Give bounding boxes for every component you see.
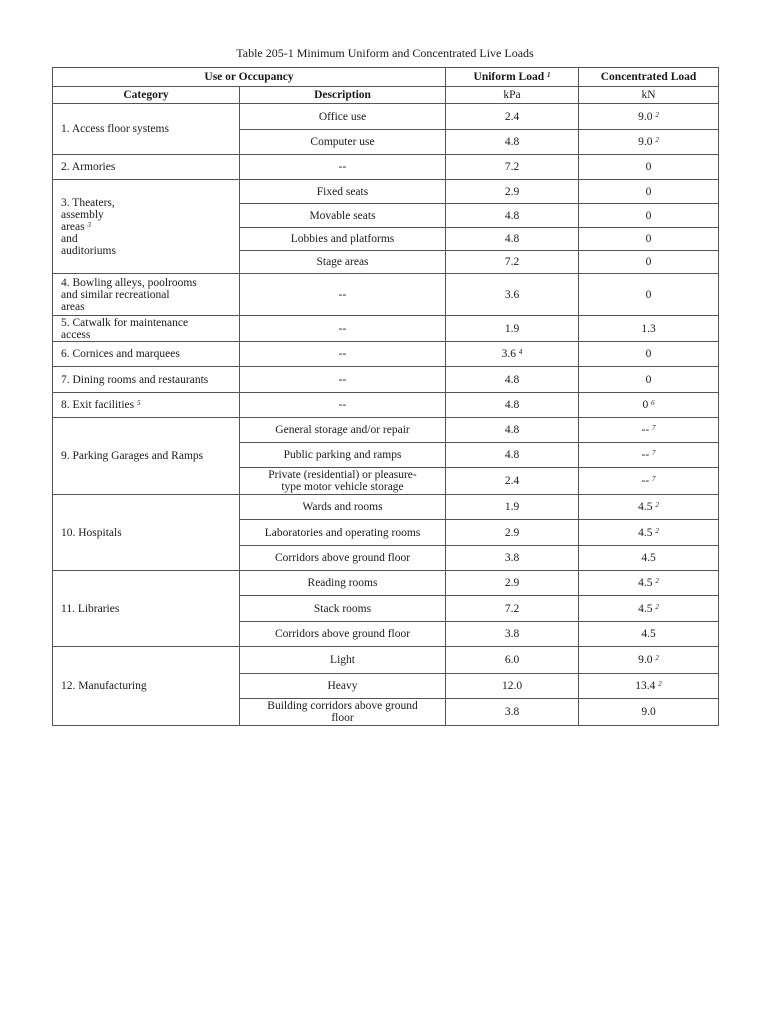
uniform-load-value: 4.8: [504, 449, 520, 461]
concentrated-load-cell: [579, 647, 719, 674]
uniform-load-value: 2.4: [504, 110, 520, 123]
description-cell: [240, 622, 446, 647]
footnote-ref: 2: [655, 526, 659, 535]
uniform-load-cell: [446, 274, 579, 316]
cell-text-line: Public parking and ramps: [283, 449, 402, 461]
description-cell: [240, 155, 446, 180]
uniform-load-value: 7.2: [504, 602, 520, 615]
uniform-load-value: 6.0: [504, 654, 520, 666]
cell-text-line: Private (residential) or pleasure-: [268, 469, 417, 481]
uniform-load-cell: [446, 622, 579, 647]
live-loads-table: [52, 67, 719, 726]
description-cell: [240, 316, 446, 342]
cell-text-line: type motor vehicle storage: [281, 481, 404, 493]
uniform-load-value: 2.9: [504, 185, 520, 198]
concentrated-load-cell: [579, 274, 719, 316]
uniform-load-cell: [446, 699, 579, 726]
concentrated-load-value: 9.0: [638, 110, 653, 123]
description-cell: [240, 393, 446, 418]
concentrated-load-value: 4.5: [638, 501, 653, 513]
uniform-load-cell: [446, 418, 579, 443]
uniform-load-cell: [446, 104, 579, 130]
cell-text-line: Corridors above ground floor: [274, 628, 411, 640]
uniform-load-value: 12.0: [501, 680, 523, 692]
cell-text-line: 7. Dining rooms and restaurants: [61, 373, 209, 386]
uniform-load-cell: [446, 180, 579, 204]
uniform-load-value: 3.8: [504, 706, 520, 718]
description-cell: [240, 495, 446, 520]
description-cell: [240, 596, 446, 622]
cell-text-line: assembly: [61, 208, 104, 221]
concentrated-load-value: 4.5: [638, 577, 653, 589]
footnote-ref: 4: [518, 348, 523, 356]
cell-text-line: Heavy: [327, 680, 358, 692]
uniform-load-value: 2.4: [504, 475, 520, 487]
concentrated-load-cell: [579, 596, 719, 622]
footnote-ref: 6: [651, 399, 655, 407]
concentrated-load-cell: [579, 520, 719, 546]
footnote-ref: 7: [652, 424, 656, 432]
concentrated-load-value: --: [641, 424, 650, 436]
cell-text-line: and similar recreational: [61, 288, 170, 301]
concentrated-load-value: 13.4: [635, 680, 656, 692]
description-cell: [240, 180, 446, 204]
table-row: [53, 571, 719, 596]
table-row: [53, 316, 719, 342]
concentrated-load-cell: [579, 468, 719, 495]
concentrated-load-value: 4.5: [638, 602, 653, 615]
concentrated-load-cell: [579, 699, 719, 726]
cell-text-line: Stack rooms: [313, 602, 372, 615]
description-cell: [240, 228, 446, 251]
uniform-load-cell: [446, 342, 579, 367]
cell-text-line: areas: [61, 220, 85, 233]
cell-text-line: 1. Access floor systems: [61, 123, 169, 135]
footnote-ref: 1: [547, 71, 551, 79]
table-row: [53, 418, 719, 443]
cell-text-line: 5. Catwalk for maintenance: [61, 316, 189, 329]
uniform-load-cell: [446, 251, 579, 274]
uniform-load-value: 3.8: [504, 628, 520, 640]
cell-text-line: Computer use: [310, 136, 375, 148]
concentrated-load-cell: [579, 674, 719, 699]
concentrated-load-cell: [579, 443, 719, 468]
uniform-load-value: 4.8: [504, 233, 520, 245]
concentrated-load-value: 0: [645, 288, 652, 301]
cell-text-line: access: [61, 328, 91, 341]
table-row: [53, 274, 719, 316]
header-use-or-occupancy: Use or Occupancy: [53, 68, 446, 87]
category-cell: [53, 495, 240, 571]
cell-text-line: --: [338, 288, 347, 301]
concentrated-load-cell: [579, 155, 719, 180]
uniform-load-cell: [446, 316, 579, 342]
concentrated-load-cell: [579, 418, 719, 443]
concentrated-load-value: 0: [645, 161, 652, 173]
uniform-load-cell: [446, 546, 579, 571]
cell-text-line: Laboratories and operating rooms: [264, 526, 421, 539]
cell-text-line: --: [338, 348, 347, 360]
category-cell: [53, 367, 240, 393]
footnote-ref: 2: [655, 136, 659, 144]
concentrated-load-value: 0: [645, 209, 652, 222]
description-cell: [240, 520, 446, 546]
uniform-load-cell: [446, 130, 579, 155]
concentrated-load-value: --: [641, 449, 650, 461]
footnote-ref: 2: [658, 680, 662, 688]
description-cell: [240, 468, 446, 495]
concentrated-load-value: 9.0: [641, 706, 656, 718]
concentrated-load-cell: [579, 495, 719, 520]
concentrated-load-value: 4.5: [638, 526, 653, 539]
footnote-ref: 2: [655, 654, 659, 662]
uniform-load-cell: [446, 393, 579, 418]
footnote-ref: 7: [652, 475, 656, 483]
header-row-sub: [53, 87, 719, 104]
uniform-load-cell: [446, 596, 579, 622]
concentrated-load-cell: [579, 342, 719, 367]
cell-text-line: auditoriums: [61, 244, 116, 257]
cell-text-line: Light: [330, 654, 355, 666]
header-uniform-load: [446, 68, 579, 87]
description-cell: [240, 571, 446, 596]
concentrated-load-value: --: [641, 475, 650, 487]
uniform-load-value: 4.8: [504, 136, 520, 148]
concentrated-load-value: 0: [645, 185, 652, 198]
cell-text-line: areas: [61, 300, 85, 313]
cell-text-line: Wards and rooms: [302, 501, 383, 513]
category-cell: [53, 180, 240, 274]
description-cell: [240, 204, 446, 228]
cell-text-line: 8. Exit facilities: [61, 399, 135, 411]
uniform-load-value: 4.8: [504, 399, 520, 411]
uniform-load-value: 1.9: [504, 322, 520, 335]
footnote-ref: 2: [655, 501, 659, 509]
uniform-load-cell: [446, 204, 579, 228]
category-cell: [53, 393, 240, 418]
cell-text-line: Stage areas: [316, 256, 369, 268]
cell-text-line: --: [338, 399, 347, 411]
table-row: [53, 647, 719, 674]
table-row: [53, 104, 719, 130]
description-cell: [240, 443, 446, 468]
description-cell: [240, 367, 446, 393]
uniform-load-value: 4.8: [504, 373, 520, 386]
uniform-load-cell: [446, 495, 579, 520]
table-row: [53, 342, 719, 367]
description-cell: [240, 647, 446, 674]
footnote-ref: 7: [652, 449, 656, 457]
category-cell: [53, 104, 240, 155]
uniform-load-cell: [446, 228, 579, 251]
uniform-load-value: 4.8: [504, 424, 520, 436]
footnote-ref: 5: [137, 399, 141, 407]
category-cell: [53, 342, 240, 367]
description-cell: [240, 130, 446, 155]
cell-text-line: 9. Parking Garages and Ramps: [61, 450, 204, 462]
cell-text-line: 11. Libraries: [61, 602, 120, 615]
uniform-load-cell: [446, 443, 579, 468]
uniform-load-cell: [446, 155, 579, 180]
cell-text-line: 12. Manufacturing: [61, 680, 147, 692]
header-category: Category: [53, 87, 240, 104]
concentrated-load-cell: [579, 546, 719, 571]
cell-text-line: 10. Hospitals: [61, 526, 122, 539]
uniform-load-value: 7.2: [504, 256, 520, 268]
cell-text-line: 3. Theaters,: [61, 196, 115, 209]
table-body: [53, 104, 719, 726]
description-cell: [240, 699, 446, 726]
header-concentrated-load: Concentrated Load: [579, 68, 719, 87]
cell-text-line: --: [338, 322, 347, 335]
header-concentrated-unit: kN: [579, 87, 719, 104]
cell-text-line: Reading rooms: [307, 577, 378, 589]
cell-text-line: Office use: [318, 110, 367, 123]
category-cell: [53, 571, 240, 647]
table-row: [53, 393, 719, 418]
concentrated-load-cell: [579, 180, 719, 204]
cell-text-line: --: [338, 161, 347, 173]
table-row: [53, 180, 719, 204]
uniform-load-cell: [446, 367, 579, 393]
category-cell: [53, 647, 240, 726]
category-cell: [53, 274, 240, 316]
concentrated-load-cell: [579, 228, 719, 251]
cell-text-line: 2. Armories: [61, 161, 116, 173]
concentrated-load-value: 0: [645, 348, 652, 360]
category-cell: [53, 316, 240, 342]
cell-text-line: Movable seats: [309, 209, 376, 222]
table-title: Table 205-1 Minimum Uniform and Concentrated Live Loads: [236, 46, 534, 60]
concentrated-load-value: 4.5: [641, 628, 656, 640]
cell-text-line: Corridors above ground floor: [274, 552, 411, 564]
uniform-load-cell: [446, 520, 579, 546]
description-cell: [240, 274, 446, 316]
header-description: Description: [240, 87, 446, 104]
description-cell: [240, 342, 446, 367]
concentrated-load-cell: [579, 204, 719, 228]
description-cell: [240, 546, 446, 571]
concentrated-load-cell: [579, 393, 719, 418]
cell-text-line: Lobbies and platforms: [290, 233, 395, 245]
concentrated-load-cell: [579, 367, 719, 393]
concentrated-load-cell: [579, 130, 719, 155]
description-cell: [240, 674, 446, 699]
description-cell: [240, 104, 446, 130]
uniform-load-cell: [446, 468, 579, 495]
footnote-ref: 2: [655, 602, 659, 611]
uniform-load-value: 3.6: [504, 288, 520, 301]
cell-text-line: 4. Bowling alleys, poolrooms: [61, 276, 197, 289]
category-cell: [53, 155, 240, 180]
concentrated-load-value: 9.0: [638, 654, 653, 666]
cell-text-line: General storage and/or repair: [275, 424, 410, 436]
concentrated-load-value: 9.0: [638, 136, 653, 148]
cell-text-line: and: [61, 232, 78, 245]
header-uniform-load-label: Uniform Load: [473, 71, 545, 83]
concentrated-load-cell: [579, 104, 719, 130]
uniform-load-cell: [446, 647, 579, 674]
concentrated-load-value: 0: [645, 256, 652, 268]
cell-text-line: floor: [331, 712, 354, 724]
footnote-ref: 2: [655, 110, 659, 119]
concentrated-load-cell: [579, 251, 719, 274]
header-row-top: [53, 68, 719, 87]
uniform-load-value: 3.8: [504, 552, 520, 564]
uniform-load-value: 2.9: [504, 526, 520, 539]
cell-text-line: --: [338, 373, 347, 386]
uniform-load-value: 7.2: [504, 161, 520, 173]
cell-text-line: 6. Cornices and marquees: [61, 348, 180, 360]
uniform-load-value: 1.9: [504, 501, 520, 513]
table-row: [53, 155, 719, 180]
uniform-load-value: 3.6: [501, 348, 517, 360]
description-cell: [240, 418, 446, 443]
uniform-load-cell: [446, 674, 579, 699]
uniform-load-cell: [446, 571, 579, 596]
cell-text-line: Fixed seats: [316, 185, 369, 198]
concentrated-load-value: 1.3: [641, 322, 656, 335]
description-cell: [240, 251, 446, 274]
concentrated-load-value: 0: [645, 373, 652, 386]
concentrated-load-cell: [579, 571, 719, 596]
cell-text-line: Building corridors above ground: [267, 700, 418, 712]
footnote-ref: 3: [87, 220, 91, 229]
concentrated-load-value: 0: [642, 399, 649, 411]
table-row: [53, 495, 719, 520]
concentrated-load-value: 0: [645, 233, 652, 245]
concentrated-load-cell: [579, 622, 719, 647]
footnote-ref: 2: [655, 577, 659, 585]
concentrated-load-cell: [579, 316, 719, 342]
uniform-load-value: 4.8: [504, 209, 520, 222]
table-row: [53, 367, 719, 393]
uniform-load-value: 2.9: [504, 577, 520, 589]
header-uniform-unit: kPa: [446, 87, 579, 104]
category-cell: [53, 418, 240, 495]
concentrated-load-value: 4.5: [641, 552, 656, 564]
